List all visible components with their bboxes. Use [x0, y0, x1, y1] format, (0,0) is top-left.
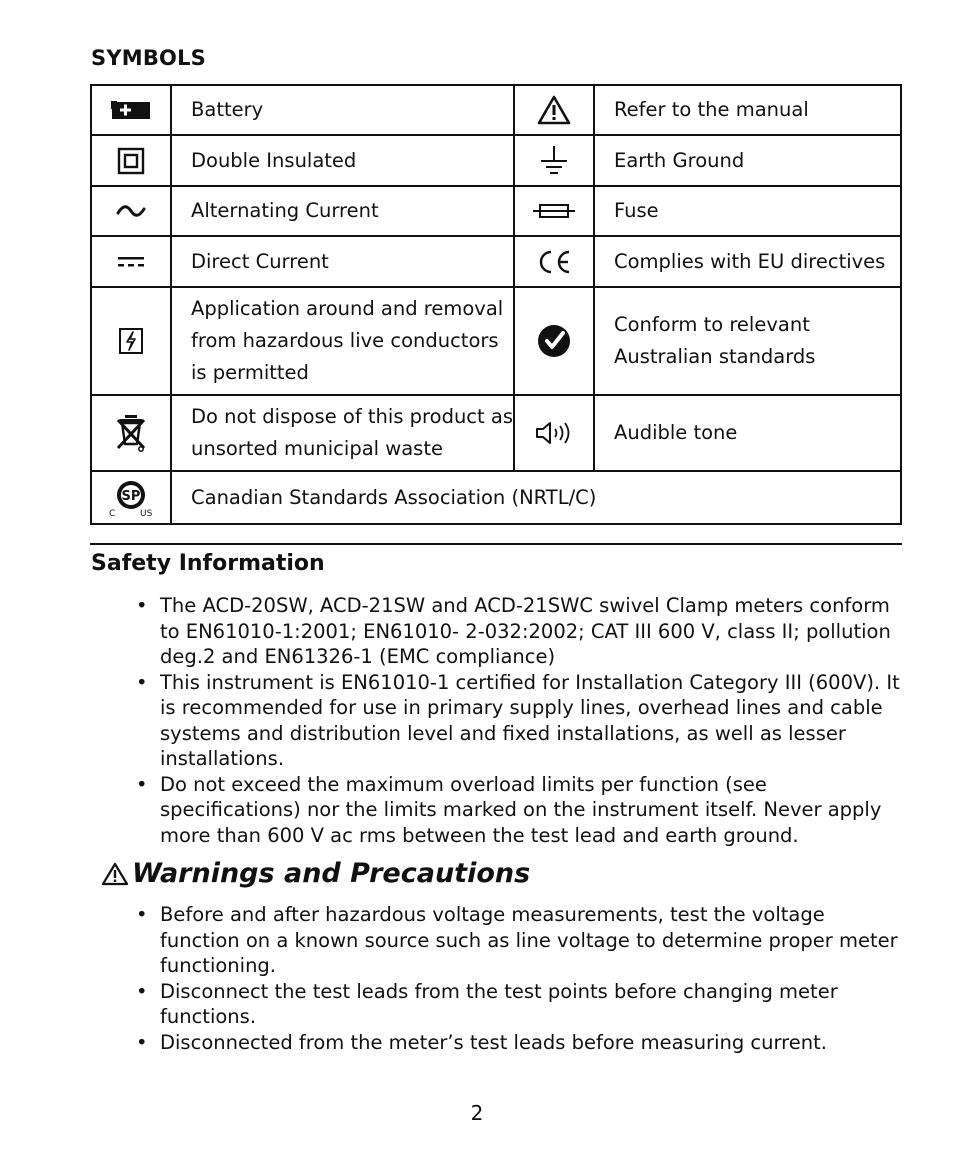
bullet-glyph: • [136, 670, 148, 694]
bullet-glyph: • [136, 979, 148, 1003]
symbol-cell [91, 471, 171, 524]
bullet-glyph: • [136, 903, 148, 926]
ce-mark-icon [536, 248, 572, 276]
table-row [91, 236, 901, 287]
symbol-cell [514, 135, 594, 186]
list-item-text: Disconnected from the meter’s test leads before measuring current. [160, 1030, 827, 1054]
list-item [133, 670, 903, 772]
symbol-label: Battery [171, 85, 514, 135]
symbol-cell [91, 85, 171, 135]
symbol-label: Alternating Current [171, 186, 514, 236]
csa-us-label: US [140, 508, 153, 518]
svg-text:SP: SP [121, 488, 141, 504]
symbol-label: Application around and removal from hazardous live conductors is permitted [171, 287, 514, 395]
list-item-text: Do not exceed the maximum overload limits per function (see specifications) nor the limits marked on the instrument itself. Never apply more than 600 V ac rms between the test lead and earth ground. [160, 772, 882, 847]
page-number: 2 [470, 1101, 484, 1125]
table-row [91, 395, 901, 471]
battery-icon [111, 99, 151, 121]
symbol-cell [91, 287, 171, 395]
warnings-list [133, 902, 903, 1055]
table-row [91, 186, 901, 236]
list-item [133, 593, 903, 670]
symbol-label: Canadian Standards Association (NRTL/C) [171, 471, 901, 524]
symbol-label: Audible tone [594, 395, 901, 471]
symbol-label: Conform to relevant Australian standards [594, 287, 901, 395]
bullet-glyph: • [136, 594, 148, 617]
list-item [133, 902, 903, 979]
csa-mark-icon [106, 478, 156, 518]
list-item [133, 772, 903, 849]
table-row [91, 287, 901, 395]
list-item [133, 1030, 903, 1056]
warnings-heading [101, 858, 530, 889]
list-item-text: The ACD-20SW, ACD-21SW and ACD-21SWC swivel Clamp meters conform to EN61010-1:2001; EN61010- 2-032:2002; CAT III 600 V, class II; pollution deg.2 and EN61326-1 (EMC compliance) [160, 594, 891, 668]
weee-bin-icon [116, 414, 146, 452]
direct-current-icon [116, 255, 146, 269]
symbol-label: Do not dispose of this product as unsorted municipal waste [171, 395, 514, 471]
symbol-cell [514, 85, 594, 135]
symbol-label: Double Insulated [171, 135, 514, 186]
symbol-cell [91, 135, 171, 186]
symbol-label: Direct Current [171, 236, 514, 287]
symbol-cell [514, 287, 594, 395]
safety-list [133, 593, 903, 848]
symbol-label: Complies with EU directives [594, 236, 901, 287]
table-row [91, 85, 901, 135]
symbol-label: Refer to the manual [594, 85, 901, 135]
list-item [133, 979, 903, 1030]
csa-c-label: C [109, 508, 116, 518]
warnings-heading-text: Warnings and Precautions [132, 858, 531, 889]
symbols-table [90, 84, 902, 525]
symbol-label: Fuse [594, 186, 901, 236]
symbol-cell [91, 395, 171, 471]
symbol-cell [91, 236, 171, 287]
bullet-glyph: • [136, 1030, 148, 1054]
symbol-cell [514, 236, 594, 287]
section-divider [90, 543, 902, 545]
list-item-text: This instrument is EN61010-1 certified for Installation Category III (600V). It is recommended for use in primary supply lines, overhead lines and cable systems and distribution level and fixed installations, as well as lesser installations. [160, 670, 900, 770]
bullet-glyph: • [136, 772, 148, 796]
earth-ground-icon [539, 145, 569, 177]
c-tick-icon [537, 324, 571, 358]
symbol-cell [514, 395, 594, 471]
fuse-icon [533, 203, 575, 219]
list-item-text: Before and after hazardous voltage measurements, test the voltage function on a known source such as line voltage to determine proper meter functioning. [160, 903, 898, 977]
audible-tone-icon [535, 421, 573, 445]
table-row [91, 135, 901, 186]
list-item-text: Disconnect the test leads from the test points before changing meter functions. [160, 979, 838, 1028]
hazardous-live-icon [118, 327, 144, 355]
symbol-cell [91, 186, 171, 236]
symbol-label: Earth Ground [594, 135, 901, 186]
symbol-cell [514, 186, 594, 236]
warning-triangle-icon [537, 95, 571, 125]
symbols-heading: SYMBOLS [91, 46, 206, 70]
alternating-current-icon [116, 204, 146, 218]
table-row [91, 471, 901, 524]
double-insulated-icon [117, 147, 145, 175]
safety-heading: Safety Information [91, 551, 325, 576]
warning-triangle-icon [101, 862, 129, 886]
